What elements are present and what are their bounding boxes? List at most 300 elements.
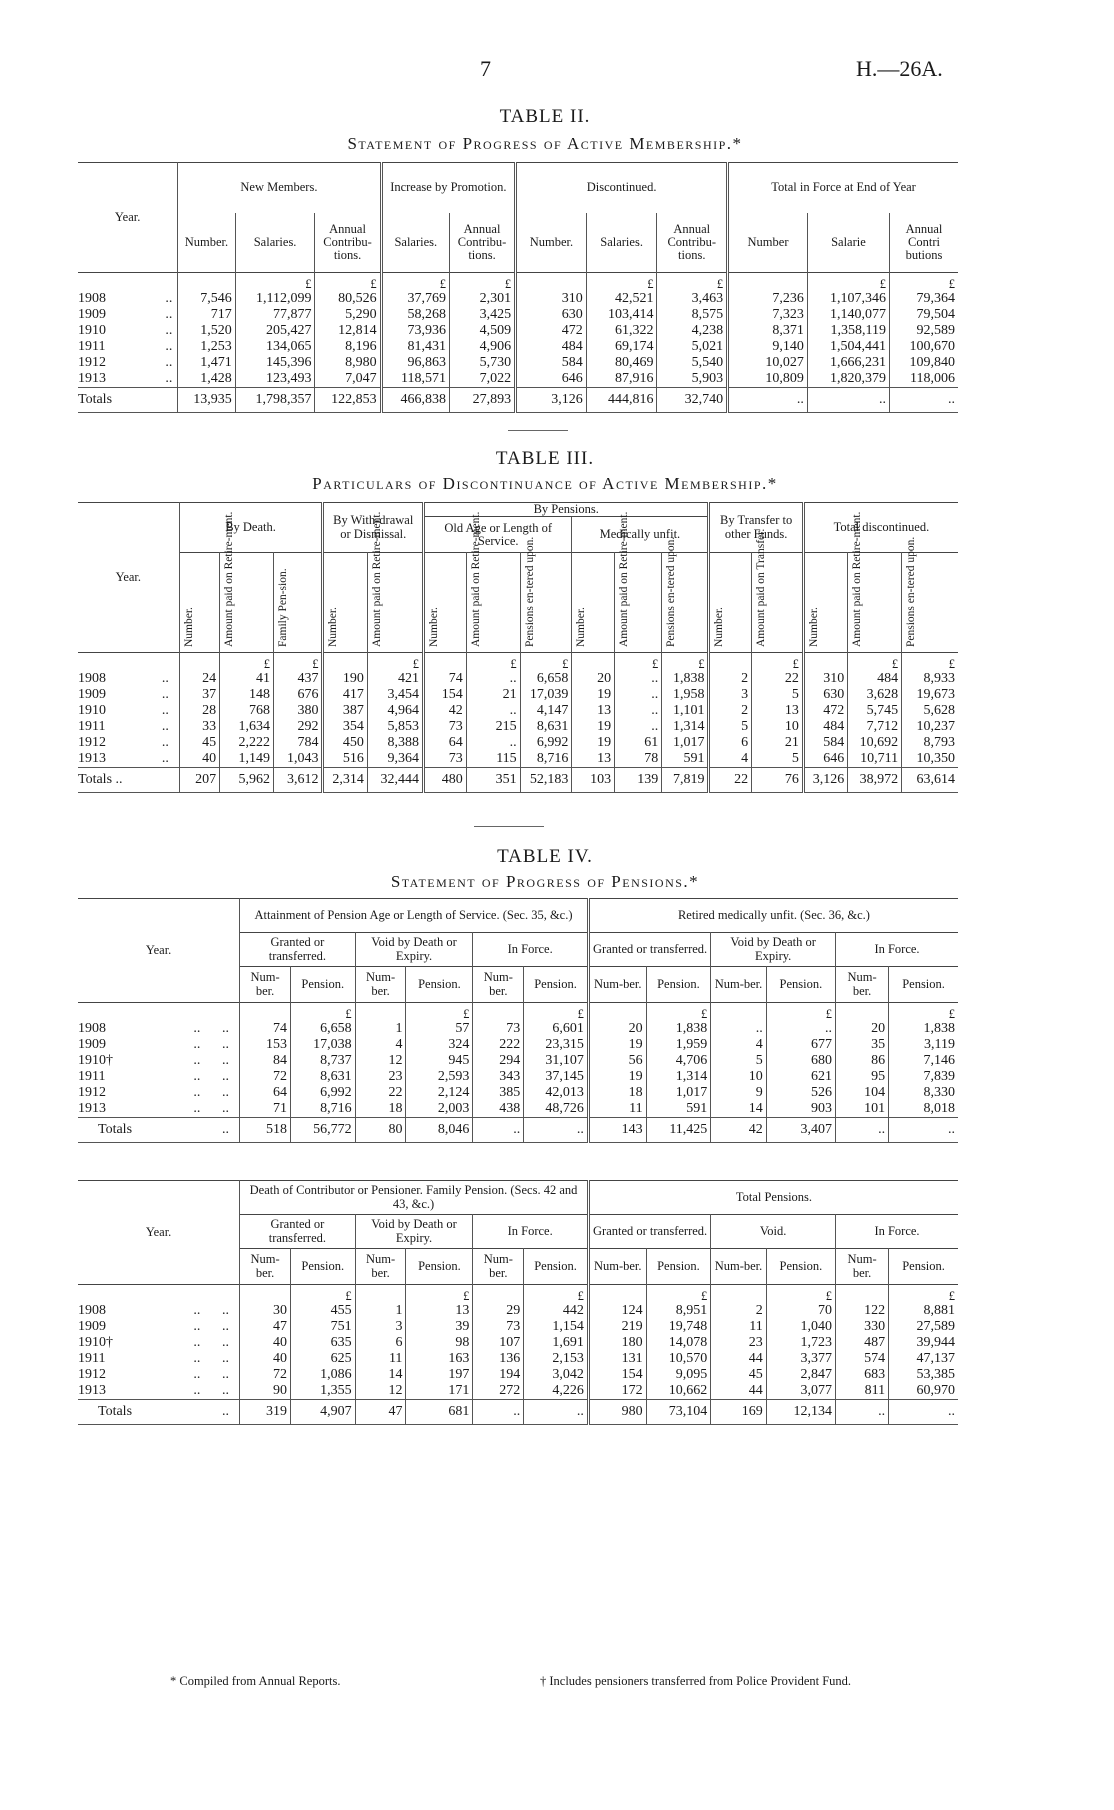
- table-cell: 31,107: [524, 1053, 589, 1069]
- t4-inforce-header: In Force.: [836, 933, 959, 967]
- table-cell: 1,040: [766, 1319, 835, 1335]
- table-cell: 7,839: [889, 1069, 958, 1085]
- table-cell: 1,838: [662, 671, 709, 687]
- table-cell: 3,077: [766, 1383, 835, 1400]
- t2-col-contrib: Annual Contribu-tions.: [315, 213, 381, 273]
- t4-void-header: Void by Death or Expiry.: [711, 933, 836, 967]
- dots-cell: ..: [165, 322, 173, 338]
- table-cell: 1,820,379: [807, 371, 889, 388]
- totals-row: [78, 1400, 958, 1425]
- table-cell: 5,540: [657, 355, 728, 371]
- table-cell: 23: [711, 1335, 766, 1351]
- table-row: [78, 1383, 958, 1400]
- pound-sign: £: [889, 273, 958, 292]
- table-cell: 4,964: [367, 703, 423, 719]
- table-cell: 72: [240, 1069, 291, 1085]
- table-cell: 1,358,119: [807, 323, 889, 339]
- t4-col-pension: Pension.: [646, 1249, 711, 1285]
- table-cell: 122: [836, 1303, 889, 1319]
- pound-sign: £: [586, 273, 657, 292]
- empty-cell: [711, 1003, 766, 1022]
- empty-cell: [836, 1003, 889, 1022]
- pound-sign: £: [889, 1285, 958, 1304]
- table-cell: 190: [323, 671, 367, 687]
- table-row: [78, 323, 958, 339]
- table-cell: 8,330: [889, 1085, 958, 1101]
- table-cell: 5,853: [367, 719, 423, 735]
- table-cell: 980: [588, 1400, 646, 1425]
- t2-col-number: Number: [728, 213, 808, 273]
- table2-title: TABLE II.: [499, 106, 591, 127]
- table-cell: 811: [836, 1383, 889, 1400]
- table-cell: 13,935: [178, 388, 235, 413]
- dots-cell: ..: [222, 1334, 230, 1350]
- table-cell: 115: [466, 751, 520, 768]
- empty-cell: [355, 1285, 406, 1304]
- t4-col-pension: Pension.: [406, 967, 473, 1003]
- pound-sign: £: [290, 1003, 355, 1022]
- table-cell: 27,589: [889, 1319, 958, 1335]
- t4-granted-header: Granted or transferred.: [240, 933, 355, 967]
- table-cell: 39,944: [889, 1335, 958, 1351]
- totals-row: [78, 388, 958, 413]
- t4-col-number: Num-ber.: [711, 1249, 766, 1285]
- table-cell: 4,906: [449, 339, 515, 355]
- table-cell: 39: [406, 1319, 473, 1335]
- table-cell: 1,112,099: [235, 291, 315, 307]
- table-cell: ..: [615, 719, 662, 735]
- t4-col-pension: Pension.: [766, 967, 835, 1003]
- table-cell: 591: [646, 1101, 711, 1118]
- year-cell: 1913: [78, 750, 106, 766]
- t4-col-number: Num-ber.: [240, 1249, 291, 1285]
- table-cell: 1,086: [290, 1367, 355, 1383]
- totals-row: [78, 1118, 958, 1143]
- t2-col-number: Number.: [178, 213, 235, 273]
- t3-transfer-header: By Transfer to other Funds.: [709, 503, 803, 553]
- table-cell: 310: [516, 291, 587, 307]
- table-cell: 38,972: [848, 768, 902, 793]
- table-cell: 442: [524, 1303, 589, 1319]
- table-cell: 44: [711, 1351, 766, 1367]
- table-cell: 86: [836, 1053, 889, 1069]
- table-cell: 4,238: [657, 323, 728, 339]
- table-cell: 22: [752, 671, 804, 687]
- table-row: [78, 719, 958, 735]
- t3-col-number: Number.: [327, 606, 340, 647]
- table-cell: 48,726: [524, 1101, 589, 1118]
- table-cell: 2,124: [406, 1085, 473, 1101]
- pound-sign: £: [646, 1285, 711, 1304]
- table-cell: 4: [711, 1037, 766, 1053]
- t2-promotion-header: Increase by Promotion.: [381, 163, 516, 213]
- dots-cell: ..: [161, 718, 169, 734]
- dots-cell: ..: [193, 1334, 201, 1350]
- table-cell: 10,711: [848, 751, 902, 768]
- dots-cell: ..: [193, 1318, 201, 1334]
- table-cell: ..: [466, 703, 520, 719]
- table-cell: 677: [766, 1037, 835, 1053]
- table3-title: TABLE III.: [495, 448, 595, 469]
- pound-sign: £: [848, 653, 902, 672]
- t4-col-pension: Pension.: [406, 1249, 473, 1285]
- dots-cell: ..: [222, 1100, 230, 1116]
- table-cell: 12,134: [766, 1400, 835, 1425]
- t4a-year-header: Year.: [145, 942, 172, 957]
- table-cell: 4,226: [524, 1383, 589, 1400]
- table-cell: 45: [179, 735, 219, 751]
- table-cell: 29: [473, 1303, 524, 1319]
- table-cell: 784: [274, 735, 323, 751]
- table-cell: 5,628: [902, 703, 958, 719]
- t3-col-amount: Amount paid on Retire-ment.: [851, 511, 864, 647]
- table-cell: 1,107,346: [807, 291, 889, 307]
- year-cell: 1911: [78, 338, 106, 354]
- table-cell: 70: [766, 1303, 835, 1319]
- table-row: [78, 1069, 958, 1085]
- table-row: [78, 1037, 958, 1053]
- t3-col-number: Number.: [575, 606, 588, 647]
- year-cell: 1913: [78, 1100, 106, 1116]
- table-cell: 12,814: [315, 323, 381, 339]
- table-cell: 351: [466, 768, 520, 793]
- table-cell: 3,463: [657, 291, 728, 307]
- t3-death-header: By Death.: [179, 503, 323, 553]
- pound-sign: £: [290, 1285, 355, 1304]
- table-cell: 5: [711, 1053, 766, 1069]
- year-cell: 1910†: [78, 1334, 113, 1350]
- year-cell: 1911: [78, 1068, 106, 1084]
- t4-col-pension: Pension.: [524, 967, 589, 1003]
- dots-cell: ..: [161, 702, 169, 718]
- table-cell: 42: [711, 1118, 766, 1143]
- table-cell: 484: [516, 339, 587, 355]
- t3-col-number: Number.: [713, 606, 726, 647]
- footnote-compiled: * Compiled from Annual Reports.: [170, 1674, 341, 1688]
- pound-sign: £: [889, 1003, 958, 1022]
- pound-sign: £: [381, 273, 449, 292]
- table-cell: ..: [615, 687, 662, 703]
- year-cell: 1913: [78, 1382, 106, 1398]
- t4-col-pension: Pension.: [766, 1249, 835, 1285]
- pound-sign: £: [524, 1285, 589, 1304]
- table-cell: 3,612: [274, 768, 323, 793]
- document-reference: H.—26A.: [856, 56, 943, 81]
- table-cell: 450: [323, 735, 367, 751]
- table-cell: 676: [274, 687, 323, 703]
- table-cell: 32,444: [367, 768, 423, 793]
- table-cell: 526: [766, 1085, 835, 1101]
- dots-cell: ..: [165, 338, 173, 354]
- t4-col-number: Num-ber.: [355, 1249, 406, 1285]
- table-row: [78, 1101, 958, 1118]
- t3-col-number: Number.: [807, 606, 820, 647]
- dots-cell: ..: [161, 686, 169, 702]
- table-cell: 37: [179, 687, 219, 703]
- table-cell: 40: [179, 751, 219, 768]
- pound-sign: £: [662, 653, 709, 672]
- table-cell: 8,793: [902, 735, 958, 751]
- table-cell: 123,493: [235, 371, 315, 388]
- table-cell: 4,147: [520, 703, 572, 719]
- table-cell: 8,371: [728, 323, 808, 339]
- table-cell: 131: [588, 1351, 646, 1367]
- t3-pensions-header: By Pensions.: [424, 503, 709, 517]
- page-number: 7: [480, 56, 491, 81]
- table-row: [78, 1351, 958, 1367]
- table-cell: 69,174: [586, 339, 657, 355]
- t4-col-number: Num-ber.: [240, 967, 291, 1003]
- table-cell: 6: [355, 1335, 406, 1351]
- table-cell: 5: [709, 719, 752, 735]
- table-cell: 11,425: [646, 1118, 711, 1143]
- pound-sign: £: [367, 653, 423, 672]
- table4-part-a: [78, 898, 958, 1143]
- table-cell: 8,716: [290, 1101, 355, 1118]
- table-cell: 30: [240, 1303, 291, 1319]
- table-row: [78, 751, 958, 768]
- table-row: [78, 735, 958, 751]
- dots-cell: ..: [193, 1382, 201, 1398]
- table-cell: 37,145: [524, 1069, 589, 1085]
- table-row: [78, 1367, 958, 1383]
- table-cell: 438: [473, 1101, 524, 1118]
- t3-col-amount: Amount paid on Retire-ment.: [223, 511, 236, 647]
- t4-void-header: Void by Death or Expiry.: [355, 1215, 473, 1249]
- table-cell: 472: [803, 703, 847, 719]
- table-cell: 71: [240, 1101, 291, 1118]
- table-cell: 45: [711, 1367, 766, 1383]
- table-cell: 14: [355, 1367, 406, 1383]
- table-cell: 24: [179, 671, 219, 687]
- table-cell: 10,350: [902, 751, 958, 768]
- table-cell: 2,153: [524, 1351, 589, 1367]
- table-cell: 444,816: [586, 388, 657, 413]
- table-cell: 27,893: [449, 388, 515, 413]
- dots-cell: ..: [165, 354, 173, 370]
- table-cell: 9,095: [646, 1367, 711, 1383]
- dots-cell: ..: [222, 1068, 230, 1084]
- table-cell: 484: [848, 671, 902, 687]
- table-cell: 23,315: [524, 1037, 589, 1053]
- table-cell: 6,992: [520, 735, 572, 751]
- table-cell: 8,951: [646, 1303, 711, 1319]
- table-cell: 139: [615, 768, 662, 793]
- table-cell: 2,593: [406, 1069, 473, 1085]
- table-row: [78, 1053, 958, 1069]
- t3-year-header: Year.: [115, 570, 142, 584]
- table-cell: 10,662: [646, 1383, 711, 1400]
- pound-sign: £: [466, 653, 520, 672]
- year-cell: 1908: [78, 1302, 106, 1318]
- table-cell: 14: [711, 1101, 766, 1118]
- table-cell: 7,323: [728, 307, 808, 323]
- table-cell: ..: [766, 1021, 835, 1037]
- table-cell: 197: [406, 1367, 473, 1383]
- table-cell: 153: [240, 1037, 291, 1053]
- t3-col-family: Family Pen-sion.: [277, 568, 290, 647]
- t2-new-members-header: New Members.: [178, 163, 381, 213]
- table-cell: 945: [406, 1053, 473, 1069]
- pound-sign: £: [615, 653, 662, 672]
- t4-void-header: Void by Death or Expiry.: [355, 933, 473, 967]
- table-cell: 10: [711, 1069, 766, 1085]
- table-cell: 103,414: [586, 307, 657, 323]
- table-cell: 219: [588, 1319, 646, 1335]
- year-cell: 1909: [78, 1318, 106, 1334]
- table-row: [78, 339, 958, 355]
- table-cell: 47: [355, 1400, 406, 1425]
- table-cell: 324: [406, 1037, 473, 1053]
- empty-cell: [473, 1285, 524, 1304]
- totals-label: Totals: [78, 1118, 212, 1143]
- table-cell: 40: [240, 1335, 291, 1351]
- table-cell: 3,628: [848, 687, 902, 703]
- table-cell: 680: [766, 1053, 835, 1069]
- year-cell: 1908: [78, 670, 106, 686]
- table-cell: 118,571: [381, 371, 449, 388]
- table-cell: 222: [473, 1037, 524, 1053]
- table4-title: TABLE IV.: [497, 846, 593, 867]
- table-cell: 3,425: [449, 307, 515, 323]
- table-cell: 122,853: [315, 388, 381, 413]
- t4-inforce-header: In Force.: [836, 1215, 959, 1249]
- table-cell: 7,712: [848, 719, 902, 735]
- table-cell: 13: [572, 751, 615, 768]
- t2-discontinued-header: Discontinued.: [516, 163, 728, 213]
- table-cell: 10,027: [728, 355, 808, 371]
- table-cell: ..: [524, 1400, 589, 1425]
- t2-col-number: Number.: [516, 213, 587, 273]
- dots-cell: ..: [212, 1118, 240, 1143]
- table-cell: 683: [836, 1367, 889, 1383]
- table2-subtitle: Statement of Progress of Active Membership.*: [347, 134, 743, 153]
- t3-col-pensions: Pensions en-tered upon.: [665, 536, 678, 647]
- table-cell: 1,428: [178, 371, 235, 388]
- table-cell: ..: [615, 703, 662, 719]
- t2-col-salaries: Salaries.: [381, 213, 449, 273]
- table-cell: 1,253: [178, 339, 235, 355]
- dots-cell: ..: [193, 1068, 201, 1084]
- table3-subtitle: Particulars of Discontinuance of Active Membership.*: [312, 474, 778, 493]
- table-cell: 6,992: [290, 1085, 355, 1101]
- table-cell: 1,017: [662, 735, 709, 751]
- t3-col-number: Number.: [428, 606, 441, 647]
- table-cell: 215: [466, 719, 520, 735]
- table-cell: 21: [466, 687, 520, 703]
- dots-cell: ..: [222, 1382, 230, 1398]
- table-cell: 73: [424, 751, 467, 768]
- table-cell: 5,962: [220, 768, 274, 793]
- table-cell: 1,355: [290, 1383, 355, 1400]
- dots-cell: ..: [193, 1302, 201, 1318]
- dots-cell: ..: [212, 1400, 240, 1425]
- totals-label: Totals: [78, 1400, 212, 1425]
- empty-cell: [473, 1003, 524, 1022]
- table-cell: 466,838: [381, 388, 449, 413]
- table-cell: 35: [836, 1037, 889, 1053]
- t3-withdrawal-header: By With-drawal or Dismissal.: [323, 503, 424, 553]
- dots-cell: ..: [193, 1020, 201, 1036]
- table-cell: 95: [836, 1069, 889, 1085]
- dots-cell: ..: [165, 370, 173, 386]
- table-cell: 80,469: [586, 355, 657, 371]
- table-cell: ..: [711, 1021, 766, 1037]
- t4-col-number: Num-ber.: [473, 1249, 524, 1285]
- table-cell: 354: [323, 719, 367, 735]
- table-cell: 10: [752, 719, 804, 735]
- empty-cell: [711, 1285, 766, 1304]
- table-cell: 1: [355, 1303, 406, 1319]
- year-cell: 1909: [78, 686, 106, 702]
- pound-sign: £: [807, 273, 889, 292]
- table-cell: 13: [572, 703, 615, 719]
- table-cell: 47: [240, 1319, 291, 1335]
- table-cell: 77,877: [235, 307, 315, 323]
- table-cell: 96,863: [381, 355, 449, 371]
- table-cell: 292: [274, 719, 323, 735]
- units-row: [78, 1003, 958, 1022]
- table-cell: 84: [240, 1053, 291, 1069]
- table-cell: 8,631: [520, 719, 572, 735]
- pound-sign: £: [315, 273, 381, 292]
- empty-cell: [240, 1285, 291, 1304]
- table-cell: 73: [473, 1319, 524, 1335]
- pound-sign: £: [520, 653, 572, 672]
- dots-cell: ..: [193, 1366, 201, 1382]
- pound-sign: £: [274, 653, 323, 672]
- table-cell: 8,737: [290, 1053, 355, 1069]
- table-cell: 387: [323, 703, 367, 719]
- table-row: [78, 703, 958, 719]
- table-cell: 78: [615, 751, 662, 768]
- table-cell: 5,290: [315, 307, 381, 323]
- table-cell: 47,137: [889, 1351, 958, 1367]
- table-cell: 172: [588, 1383, 646, 1400]
- empty-cell: [588, 1003, 646, 1022]
- table-cell: 98: [406, 1335, 473, 1351]
- t4-col-number: Num-ber.: [588, 1249, 646, 1285]
- year-cell: 1908: [78, 290, 106, 306]
- table-cell: 10,692: [848, 735, 902, 751]
- table-cell: 18: [588, 1085, 646, 1101]
- year-cell: 1910: [78, 702, 106, 718]
- table-row: [78, 307, 958, 323]
- dots-cell: ..: [193, 1100, 201, 1116]
- table-cell: 1,149: [220, 751, 274, 768]
- table-cell: 3,454: [367, 687, 423, 703]
- table-cell: 7,047: [315, 371, 381, 388]
- table-cell: 8,933: [902, 671, 958, 687]
- table-cell: 6,601: [524, 1021, 589, 1037]
- t2-year-header: Year.: [114, 209, 141, 224]
- table-cell: 7,819: [662, 768, 709, 793]
- table-cell: 32,740: [657, 388, 728, 413]
- year-cell: 1908: [78, 1020, 106, 1036]
- table-cell: 6,658: [520, 671, 572, 687]
- table-cell: 646: [803, 751, 847, 768]
- table-cell: 417: [323, 687, 367, 703]
- dots-cell: ..: [161, 750, 169, 766]
- table-cell: 625: [290, 1351, 355, 1367]
- table-cell: 2,301: [449, 291, 515, 307]
- table-cell: ..: [524, 1118, 589, 1143]
- table-cell: 73,936: [381, 323, 449, 339]
- separator-rule: [474, 826, 544, 827]
- table-cell: 1,471: [178, 355, 235, 371]
- pound-sign: £: [902, 653, 958, 672]
- footnote-police: † Includes pensioners transferred from Police Provident Fund.: [540, 1674, 852, 1688]
